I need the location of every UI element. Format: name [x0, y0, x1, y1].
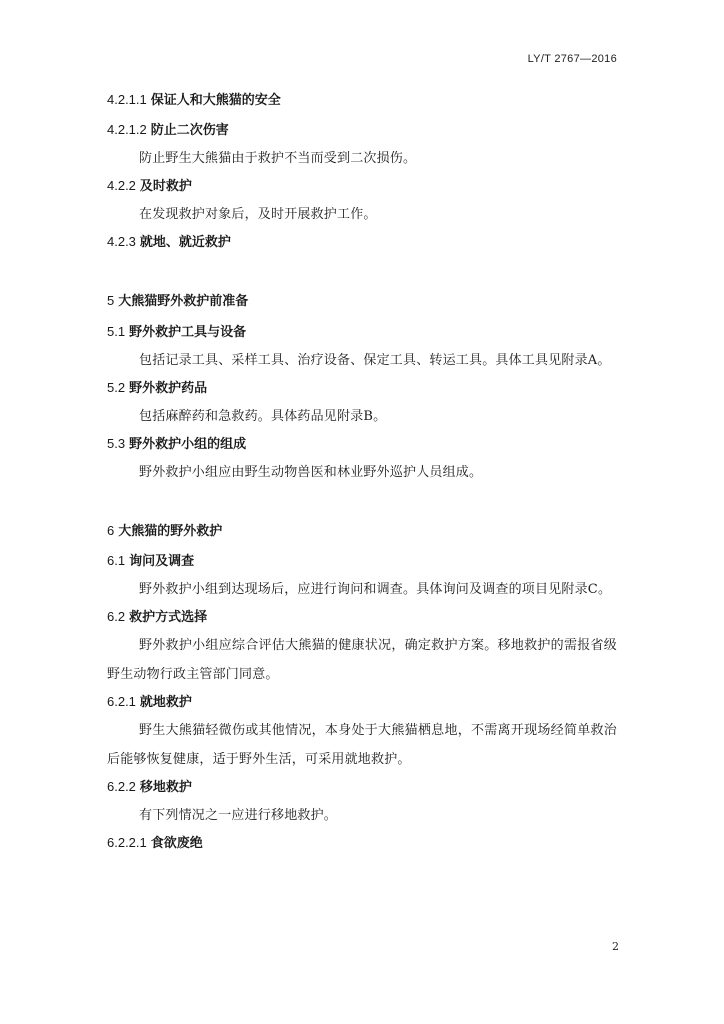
section-heading — [107, 90, 617, 111]
section-number: 6.2.2.1 — [107, 835, 147, 850]
section-title: 救护方式选择 — [129, 610, 208, 625]
section-heading — [107, 378, 617, 399]
section-title: 食欲废绝 — [150, 836, 203, 851]
section-title: 询问及调查 — [129, 554, 195, 569]
section-title: 野外救护药品 — [129, 381, 208, 396]
paragraph: 包括记录工具、采样工具、治疗设备、保定工具、转运工具。具体工具见附录A。 — [139, 353, 611, 368]
section-title: 及时救护 — [139, 179, 192, 194]
section-number: 4.2.2 — [107, 178, 136, 193]
section-number: 6.2.2 — [107, 779, 136, 794]
paragraph: 野外救护小组应综合评估大熊猫的健康状况，确定救护方案。移地救护的需报省级野生动物行政主管部门同意。 — [107, 638, 617, 682]
paragraph: 野外救护小组到达现场后，应进行询问和调查。具体询问及调查的项目见附录C。 — [139, 582, 612, 597]
section-heading — [107, 607, 617, 628]
section-title: 就地救护 — [139, 695, 192, 710]
section-number: 6.2 — [107, 609, 126, 624]
paragraph: 包括麻醉药和急救药。具体药品见附录B。 — [139, 409, 387, 424]
section-number: 4.2.1.2 — [107, 122, 147, 137]
section-title: 防止二次伤害 — [150, 123, 229, 138]
paragraph: 野外救护小组应由野生动物兽医和林业野外巡护人员组成。 — [139, 465, 483, 480]
section-number: 6.1 — [107, 553, 126, 568]
section-number: 4.2.3 — [107, 234, 136, 249]
section-heading — [107, 232, 617, 253]
section-heading — [107, 434, 617, 455]
section-number: 5.2 — [107, 380, 126, 395]
section-title: 大熊猫野外救护前准备 — [118, 294, 249, 309]
section-heading — [107, 322, 617, 343]
paragraph: 在发现救护对象后，及时开展救护工作。 — [139, 207, 377, 222]
section-title: 移地救护 — [139, 780, 192, 795]
paragraph: 防止野生大熊猫由于救护不当而受到二次损伤。 — [139, 151, 417, 166]
section-heading — [107, 777, 617, 798]
page-number: 2 — [612, 940, 619, 953]
standard-code: LY/T 2767—2016 — [527, 53, 617, 65]
section-heading — [107, 551, 617, 572]
section-number: 4.2.1.1 — [107, 92, 147, 107]
chapter-heading — [107, 521, 617, 542]
paragraph: 野生大熊猫轻微伤或其他情况，本身处于大熊猫栖息地，不需离开现场经简单救治后能够恢复健康，适于野外生活，可采用就地救护。 — [107, 723, 617, 767]
section-number: 5.3 — [107, 436, 126, 451]
section-title: 保证人和大熊猫的安全 — [150, 93, 281, 108]
section-number: 6 — [107, 523, 115, 538]
section-number: 6.2.1 — [107, 694, 136, 709]
chapter-heading — [107, 291, 617, 312]
section-heading — [107, 833, 617, 854]
section-title: 野外救护工具与设备 — [129, 325, 247, 340]
section-title: 就地、就近救护 — [139, 235, 231, 250]
document-body — [107, 90, 617, 854]
section-heading — [107, 120, 617, 141]
section-heading — [107, 692, 617, 713]
section-heading — [107, 176, 617, 197]
section-number: 5.1 — [107, 324, 126, 339]
paragraph: 有下列情况之一应进行移地救护。 — [139, 808, 338, 823]
section-title: 野外救护小组的组成 — [129, 437, 247, 452]
section-number: 5 — [107, 293, 115, 308]
section-title: 大熊猫的野外救护 — [118, 524, 223, 539]
